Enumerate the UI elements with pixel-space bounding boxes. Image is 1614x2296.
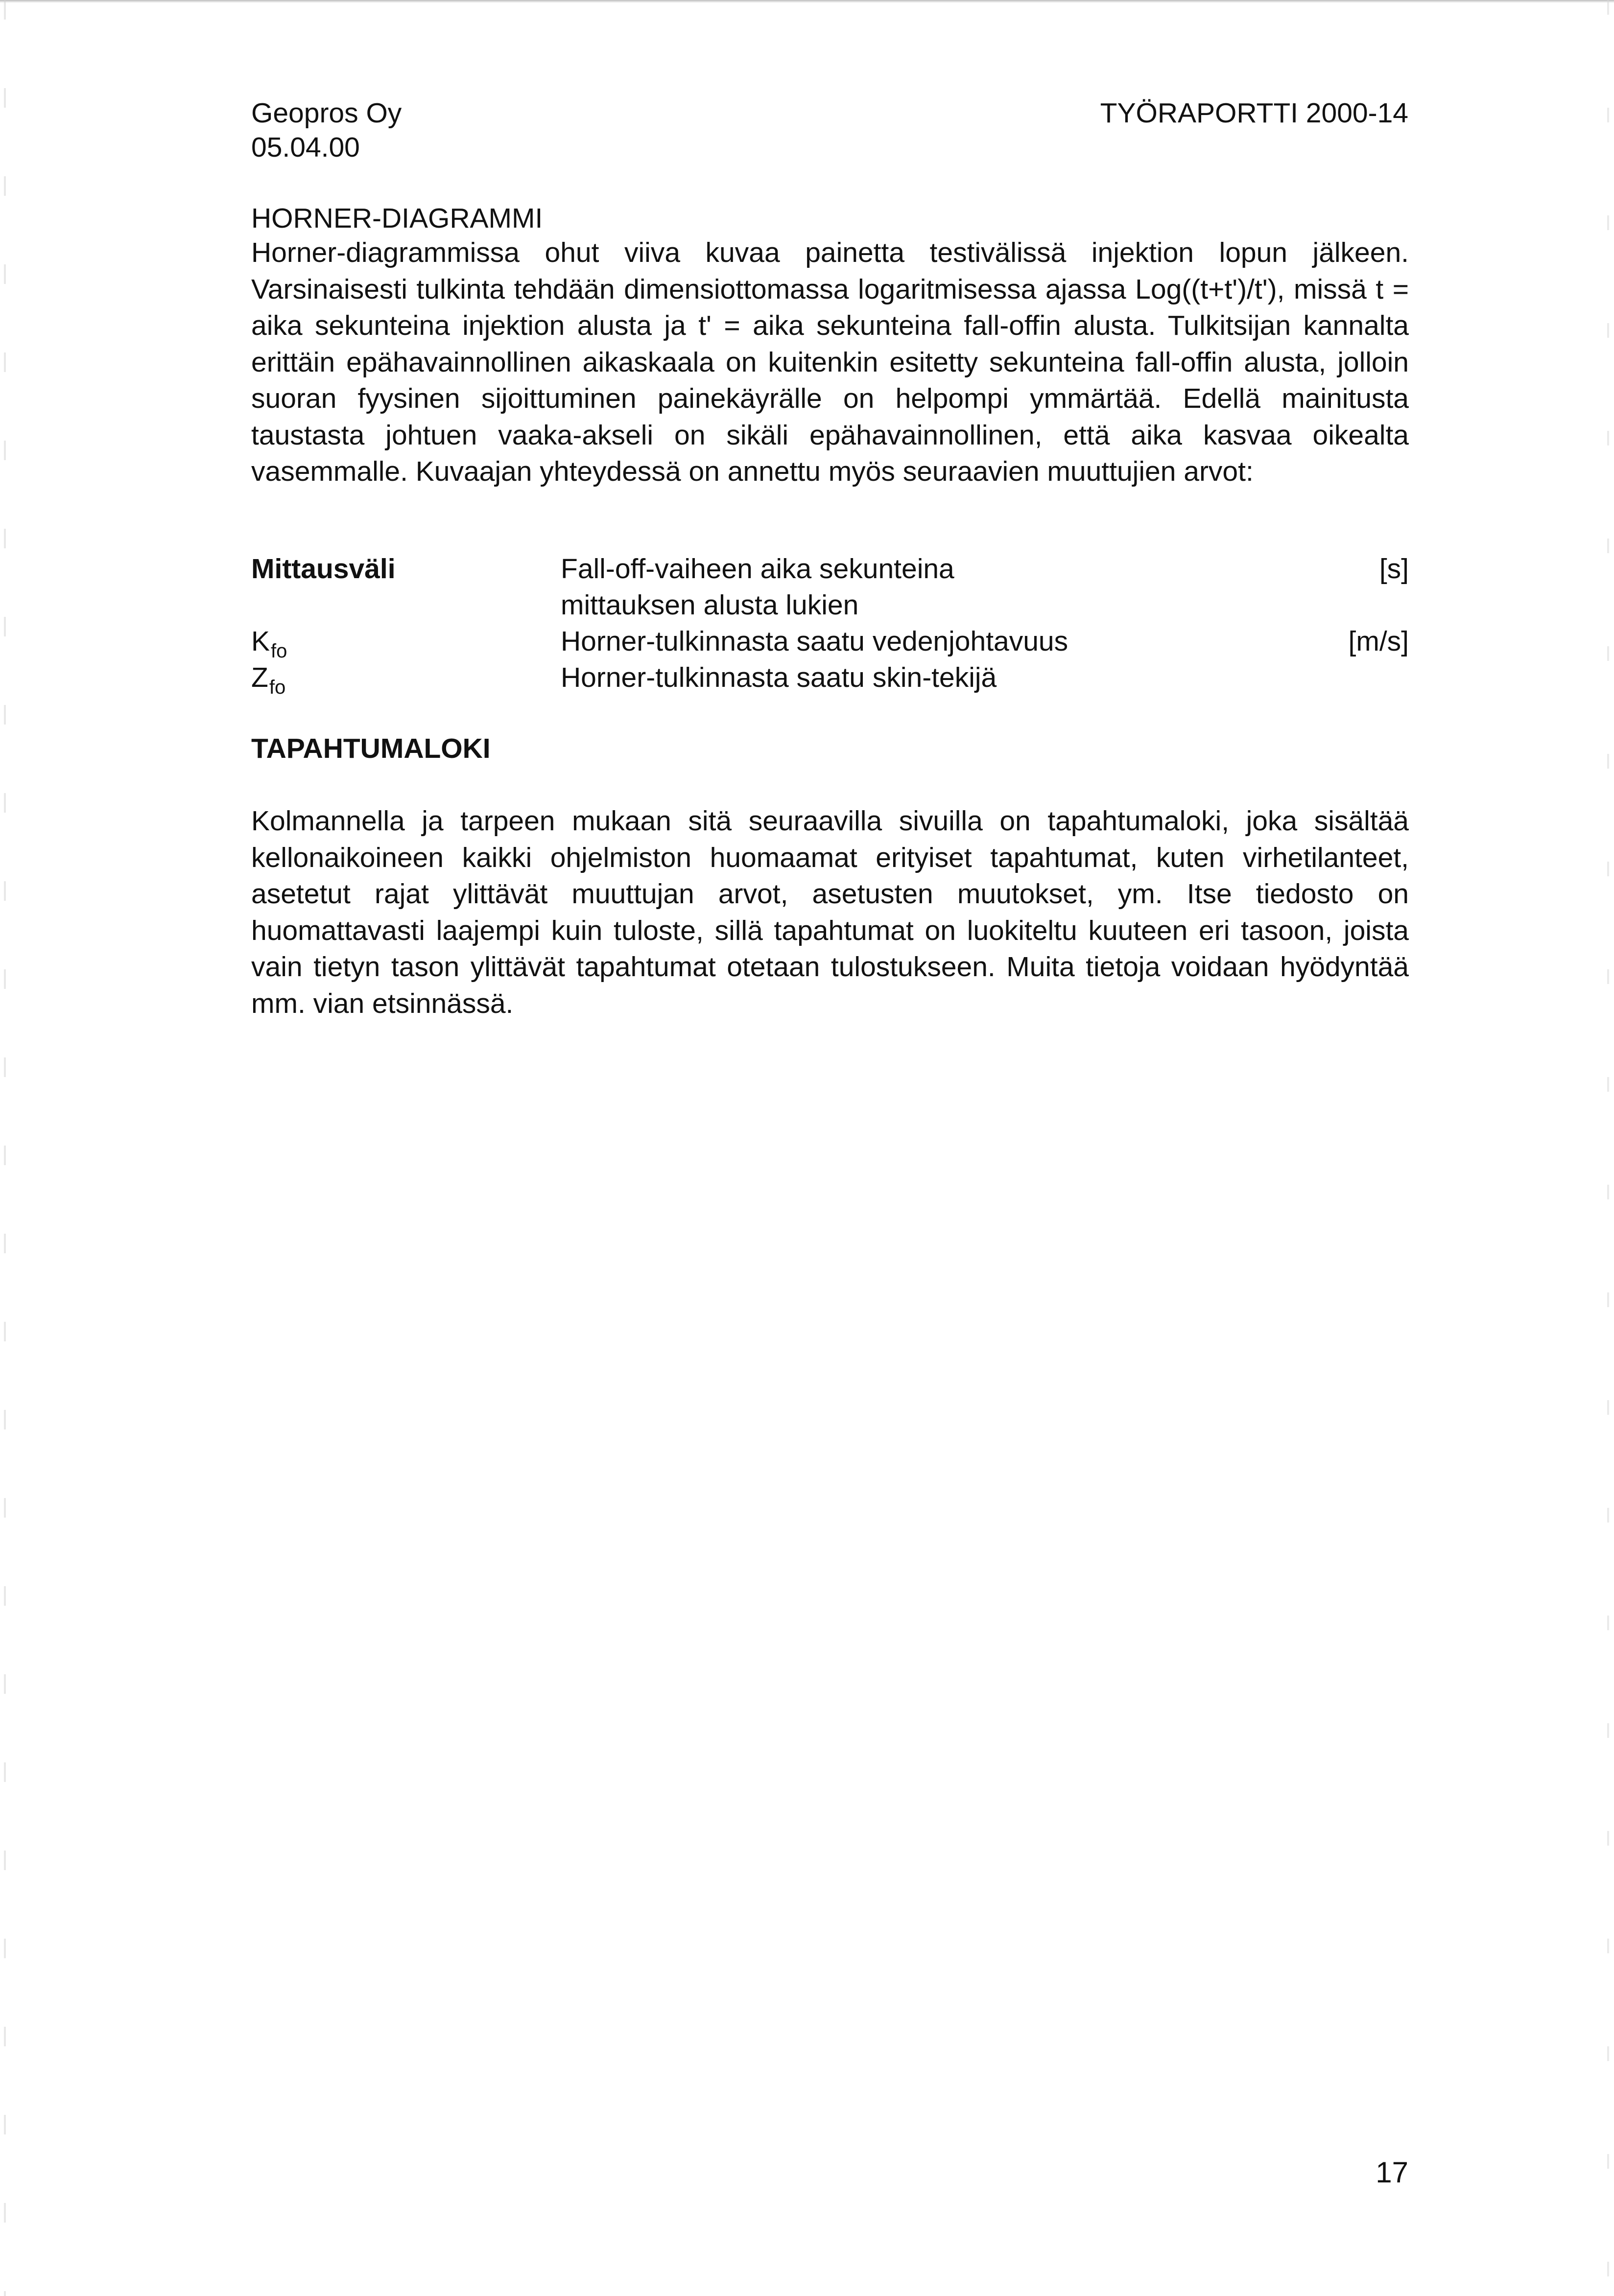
scan-edge-top bbox=[0, 0, 1614, 3]
variable-description-line: Fall-off-vaiheen aika sekunteina bbox=[561, 553, 954, 585]
horner-section-title: HORNER-DIAGRAMMI bbox=[251, 203, 543, 234]
variable-subscript: fo bbox=[269, 677, 286, 698]
horner-paragraph: Horner-diagrammissa ohut viiva kuvaa painetta testivälissä injektion lopun jälkeen. Varsinaisesti tulkinta tehdään dimensiottomassa logaritmisessa ajassa Log((t+t')/t'), missä t = aika sekunteina injektion alusta ja t' = aika sekunteina fall-offin alusta. Tulkitsijan kannalta erittäin epähavainnollinen aikaskaala on kuitenkin esitetty sekunteina fall-offin alusta, jolloin suoran fyysinen sijoittuminen painekäyrälle on helpompi ymmärtää. Edellä mainitusta taustasta johtuen vaaka-akseli on sikäli epähavainnollinen, että aika kasvaa oikealta vasemmalle. Kuvaajan yhteydessä on annettu myös seuraavien muuttujien arvot: bbox=[251, 237, 1409, 487]
variable-row-zfo bbox=[251, 659, 1409, 696]
variable-unit: [s] bbox=[1379, 553, 1409, 585]
scan-edge-right bbox=[1607, 0, 1609, 2296]
event-log-section-title: TAPAHTUMALOKI bbox=[251, 733, 491, 764]
variable-description-line: Horner-tulkinnasta saatu vedenjohtavuus bbox=[561, 626, 1068, 657]
variable-symbol: Mittausväli bbox=[251, 553, 396, 585]
variable-description-line: mittauksen alusta lukien bbox=[561, 589, 859, 621]
page-number: 17 bbox=[1376, 2156, 1408, 2189]
variable-symbol: Z bbox=[251, 662, 268, 693]
variable-description bbox=[561, 659, 1246, 696]
event-log-paragraph: Kolmannella ja tarpeen mukaan sitä seuraavilla sivuilla on tapahtumaloki, joka sisältää kellonaikoineen kaikki ohjelmiston huomaamat erityiset tapahtumat, kuten virhetilanteet, asetetut rajat ylittävät muuttujan arvot, asetusten muutokset, ym. Itse tiedosto on huomattavasti laajempi kuin tuloste, sillä tapahtumat on luokiteltu kuuteen eri tasoon, joista vain tietyn tason ylittävät tapahtumat otetaan tulostukseen. Muita tietoja voidaan hyödyntää mm. vian etsinnässä. bbox=[251, 805, 1409, 1019]
variable-unit: [m/s] bbox=[1348, 626, 1409, 657]
company-name: Geopros Oy bbox=[251, 97, 402, 129]
report-id: TYÖRAPORTTI 2000-14 bbox=[1100, 97, 1408, 129]
header-left bbox=[251, 96, 402, 164]
scan-edge-left bbox=[4, 0, 6, 2296]
report-date: 05.04.00 bbox=[251, 132, 360, 163]
variable-description-line: Horner-tulkinnasta saatu skin-tekijä bbox=[561, 662, 997, 693]
variable-description bbox=[561, 551, 1246, 623]
variable-name bbox=[251, 659, 496, 705]
variable-row-kfo bbox=[251, 623, 1409, 662]
variable-name bbox=[251, 551, 496, 587]
variable-subscript: fo bbox=[271, 640, 287, 662]
variable-symbol: K bbox=[251, 626, 270, 657]
variable-table bbox=[251, 551, 1409, 696]
variable-row-mittausvali bbox=[251, 551, 1409, 623]
variable-description bbox=[561, 623, 1246, 659]
